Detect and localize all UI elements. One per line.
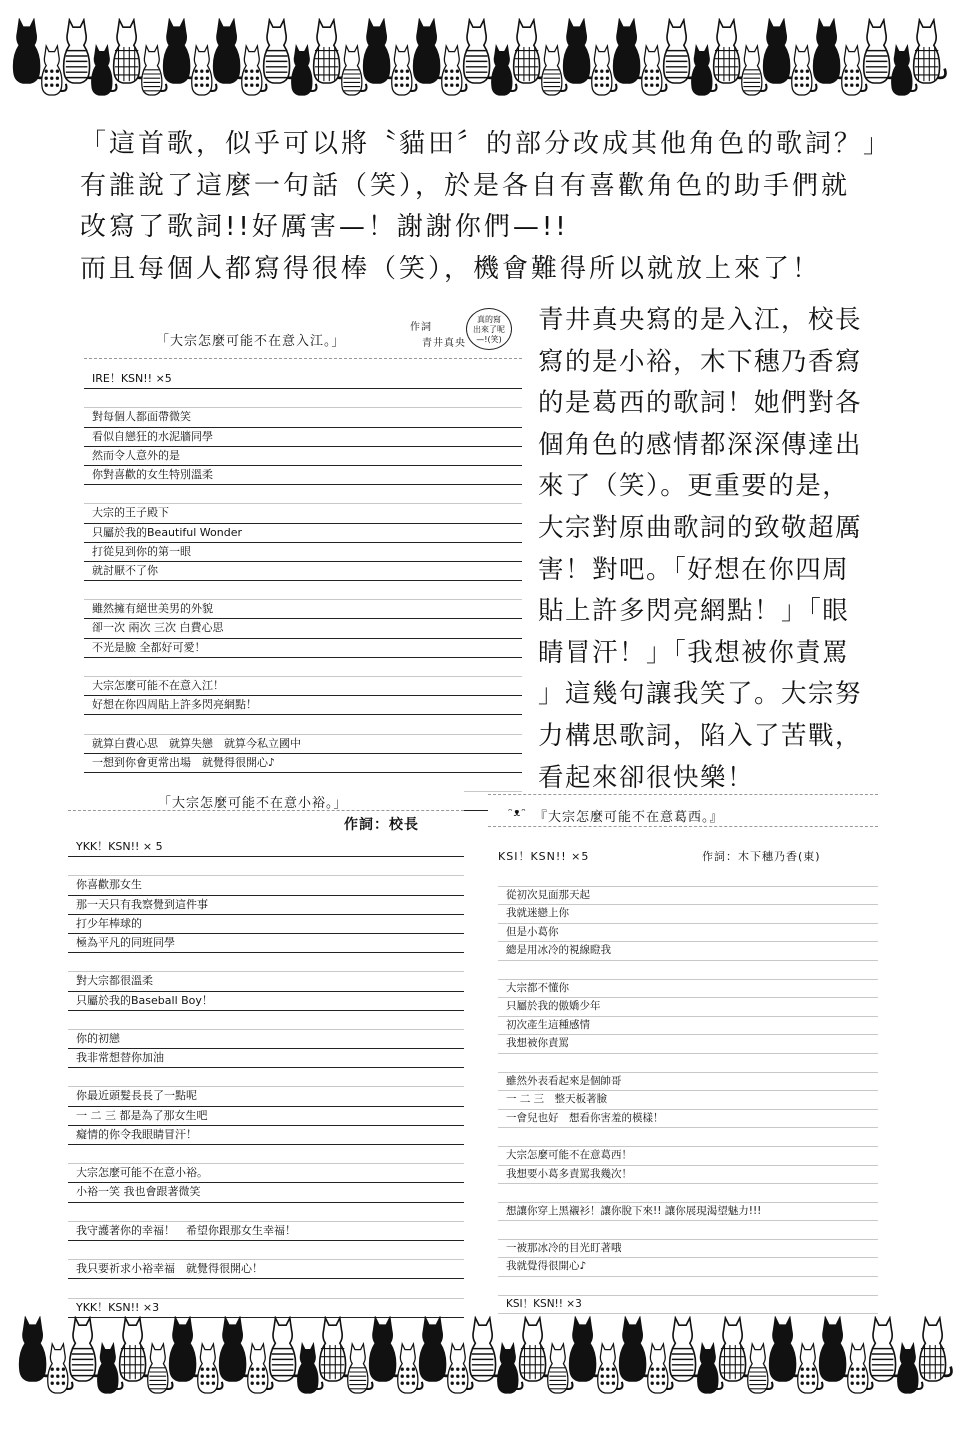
cat-icon: [264, 20, 296, 83]
cat-icon: [442, 46, 467, 95]
cat-icon: [842, 46, 867, 95]
cat-icon: [292, 46, 317, 95]
lyric-line: [498, 1054, 878, 1073]
cat-icon: [448, 1344, 473, 1393]
cat-icon: [742, 46, 767, 95]
lyric-line: 雖然擁有絕世美男的外貌: [84, 600, 522, 619]
cat-icon: [42, 46, 67, 95]
lyric-line: [68, 1279, 464, 1298]
cat-icon: [664, 20, 696, 83]
lyrics-card-yutaka: [68, 784, 464, 1314]
cat-icon: [248, 1344, 273, 1393]
lyric-line: 癡情的你令我眼睛冒汗！: [68, 1126, 464, 1145]
side-line: 的是葛西的歌詞！她們對各: [538, 388, 863, 419]
lyric-line: 你最近頭髮長長了一點呢: [68, 1087, 464, 1106]
lyrics-card-irie: [84, 306, 522, 769]
lyric-line: 大宗都不懂你: [498, 980, 878, 999]
cat-icon: [570, 1318, 602, 1381]
lyric-line: 大宗怎麼可能不在意葛西！: [498, 1147, 878, 1166]
cat-icon: [70, 1318, 102, 1381]
cat-icon: [20, 1318, 52, 1381]
lyric-line: [498, 1184, 878, 1203]
cat-icon: [398, 1344, 423, 1393]
lyrics-title: 「大宗怎麼可能不在意入江。」: [156, 334, 346, 349]
lyric-line: [68, 953, 464, 972]
lyric-line: 打從見到你的第一眼: [84, 543, 522, 562]
cat-border-pattern: [0, 1316, 960, 1408]
lyric-line: 看似自戀狂的水泥牆同學: [84, 428, 522, 447]
lyric-line: 對大宗都很溫柔: [68, 972, 464, 991]
cat-icon: [142, 46, 167, 95]
lyric-line: 一被那冰冷的目光盯著哦: [498, 1240, 878, 1259]
lyrics-title: 『大宗怎麼可能不在意葛西。』: [534, 810, 724, 825]
lyric-line: [498, 1277, 878, 1296]
lyrics-credit-name: 青井真央: [422, 338, 466, 349]
cat-icon: [870, 1318, 902, 1381]
cat-icon: [48, 1344, 73, 1393]
cat-icon: [614, 20, 646, 83]
cat-icon: [464, 20, 496, 83]
lyric-line: 我守護著你的幸福！ 希望你跟那女生幸福！: [68, 1222, 464, 1241]
side-commentary: [538, 300, 888, 799]
lyric-line: [498, 1221, 878, 1240]
lyric-line: [498, 1128, 878, 1147]
side-line: 大宗對原曲歌詞的致敬超厲: [538, 512, 863, 543]
lyric-line: 我非常想替你加油: [68, 1049, 464, 1068]
side-line: 力構思歌詞，陷入了苦戰，: [538, 720, 863, 751]
cat-icon: [120, 1318, 152, 1381]
lyrics-header: KSI！KSN!! ×5: [498, 850, 590, 863]
lyric-line: 不光是臉 全都好可愛！: [84, 639, 522, 658]
cat-icon: [748, 1344, 773, 1393]
cat-icon: [320, 1318, 352, 1381]
lyrics-lines: [498, 868, 878, 1314]
cat-icon: [314, 20, 346, 83]
lyrics-card-kasai: [488, 794, 878, 1310]
lyric-line: [498, 961, 878, 980]
lyric-line: 從初次見面那天起: [498, 887, 878, 906]
lyrics-credit-label: 作詞: [410, 322, 432, 333]
lyric-line: 就算白費心思 就算失戀 就算今私立國中: [84, 735, 522, 754]
cat-icon: [414, 20, 446, 83]
cat-icon: [642, 46, 667, 95]
cat-icon: [98, 1344, 123, 1393]
lyric-line: [498, 868, 878, 887]
speech-bubble: [466, 308, 512, 350]
face-icon: ᵔᴥᵔ: [508, 806, 527, 819]
cat-border-pattern: [0, 18, 960, 110]
cat-icon: [548, 1344, 573, 1393]
lyric-line: 一想到你會更常出場 就覺得很開心♪: [84, 754, 522, 773]
lyric-line: [68, 857, 464, 876]
cat-icon: [170, 1318, 202, 1381]
lyric-line: 只屬於我的Baseball Boy！: [68, 992, 464, 1011]
cat-icon: [242, 46, 267, 95]
side-line: 個角色的感情都深深傳達出: [538, 429, 863, 460]
cat-icon: [64, 20, 96, 83]
cat-icon: [498, 1344, 523, 1393]
side-line: 貼上許多閃亮網點！」「眼: [538, 596, 850, 627]
lyric-line: [68, 1011, 464, 1030]
lyric-line: 一 二 三 整天板著臉: [498, 1091, 878, 1110]
lyric-line: 就討厭不了你: [84, 562, 522, 581]
lyric-line: 總是用冰冷的視線瞪我: [498, 942, 878, 961]
cat-icon: [620, 1318, 652, 1381]
cat-icon: [598, 1344, 623, 1393]
lyrics-title: 「大宗怎麼可能不在意小裕。」: [158, 796, 348, 811]
cat-icon: [764, 20, 796, 83]
cat-border-top: [0, 18, 960, 98]
cat-icon: [564, 20, 596, 83]
cat-icon: [514, 20, 546, 83]
cat-icon: [770, 1318, 802, 1381]
lyrics-lines: [68, 838, 464, 1318]
lyric-line: 一 二 三 都是為了那女生吧: [68, 1107, 464, 1126]
cat-icon: [192, 46, 217, 95]
intro-line: 而且每個人都寫得很棒（笑），機會難得所以就放上來了！: [80, 253, 822, 284]
lyric-line: 大宗的王子殿下: [84, 504, 522, 523]
lyric-line: 只屬於我的Beautiful Wonder: [84, 524, 522, 543]
lyric-line: 極為平凡的同班同學: [68, 934, 464, 953]
lyric-line: [84, 581, 522, 600]
cat-icon: [520, 1318, 552, 1381]
cat-icon: [592, 46, 617, 95]
lyric-line: 那一天只有我察覺到這件事: [68, 896, 464, 915]
lyric-line: 但是小葛你: [498, 924, 878, 943]
lyric-line: 你對喜歡的女生特別溫柔: [84, 466, 522, 485]
title-rule: [68, 810, 464, 811]
lyric-line: 然而令人意外的是: [84, 447, 522, 466]
cat-icon: [364, 20, 396, 83]
title-rule: [84, 358, 522, 359]
title-rule: [488, 826, 878, 827]
intro-line: 有誰說了這麼一句話（笑），於是各自有喜歡角色的助手們就: [80, 170, 851, 201]
cat-icon: [798, 1344, 823, 1393]
cat-icon: [898, 1344, 923, 1393]
cat-icon: [492, 46, 517, 95]
lyric-line: 我想要小葛多責罵我幾次！: [498, 1166, 878, 1185]
cat-icon: [892, 46, 917, 95]
lyric-line: 我只要祈求小裕幸福 就覺得很開心！: [68, 1260, 464, 1279]
lyric-line: [84, 389, 522, 408]
lyrics-lines: [84, 370, 522, 811]
cat-icon: [648, 1344, 673, 1393]
lyric-line: 初次產生這種感情: [498, 1017, 878, 1036]
cat-icon: [198, 1344, 223, 1393]
cat-icon: [920, 1318, 952, 1381]
side-line: 害！對吧。「好想在你四周: [538, 554, 850, 585]
lyric-line: 一會兒也好 想看你害羞的模樣！: [498, 1110, 878, 1129]
cat-icon: [214, 20, 246, 83]
lyric-line: [68, 1203, 464, 1222]
cat-icon: [298, 1344, 323, 1393]
cat-icon: [714, 20, 746, 83]
cat-icon: [148, 1344, 173, 1393]
side-line: 來了（笑）。更重要的是，: [538, 471, 850, 502]
cat-icon: [848, 1344, 873, 1393]
side-line: 睛冒汗！」「我想被你責罵: [538, 637, 850, 668]
lyric-line: [84, 715, 522, 734]
lyric-line: 卻一次 兩次 三次 白費心思: [84, 619, 522, 638]
lyric-line: [68, 1068, 464, 1087]
bubble-line: —!(笑): [476, 335, 502, 344]
cat-icon: [914, 20, 946, 83]
cat-icon: [720, 1318, 752, 1381]
side-line: 看起來卻很快樂！: [538, 762, 755, 793]
lyric-line: 想讓你穿上黑襯衫！讓你脫下來!! 讓你展現渴望魅力!!!: [498, 1203, 878, 1222]
cat-icon: [864, 20, 896, 83]
cat-icon: [270, 1318, 302, 1381]
cat-icon: [114, 20, 146, 83]
lyric-line: IRE！KSN!! ×5: [84, 370, 522, 389]
lyric-line: 我就迷戀上你: [498, 905, 878, 924]
lyrics-credit: 作詞：木下穗乃香(東): [702, 850, 821, 863]
lyric-line: [68, 1241, 464, 1260]
lyric-line: 我就覺得很開心♪: [498, 1258, 878, 1277]
cat-icon: [670, 1318, 702, 1381]
lyric-line: [68, 1145, 464, 1164]
cat-icon: [164, 20, 196, 83]
lyric-line: 好想在你四周貼上許多閃亮網點！: [84, 696, 522, 715]
side-line: 」這幾句讓我笑了。大宗努: [538, 679, 863, 710]
lyric-line: 只屬於我的傲嬌少年: [498, 998, 878, 1017]
cat-icon: [814, 20, 846, 83]
cat-icon: [698, 1344, 723, 1393]
lyric-line: [84, 658, 522, 677]
side-line: 青井真央寫的是入江，校長: [538, 305, 863, 335]
lyric-line: 雖然外表看起來是個帥哥: [498, 1073, 878, 1092]
cat-icon: [92, 46, 117, 95]
cat-icon: [370, 1318, 402, 1381]
lyric-line: 我想被你責罵: [498, 1035, 878, 1054]
cat-icon: [470, 1318, 502, 1381]
bubble-line: 真的寫: [477, 315, 501, 324]
lyric-line: 小裕一笑 我也會跟著微笑: [68, 1183, 464, 1202]
cat-border-bottom: [0, 1316, 960, 1396]
lyric-line: [84, 485, 522, 504]
cat-icon: [392, 46, 417, 95]
lyric-line: YKK！KSN!! ×3: [68, 1299, 464, 1318]
title-rule-top: [488, 794, 878, 795]
intro-line: 「這首歌，似乎可以將〝貓田〞的部分改成其他角色的歌詞？」: [80, 129, 893, 159]
lyric-line: 大宗怎麼可能不在意入江！: [84, 677, 522, 696]
lyric-line: 你喜歡那女生: [68, 876, 464, 895]
cat-icon: [14, 20, 46, 83]
cat-icon: [220, 1318, 252, 1381]
intro-line: 改寫了歌詞!!好厲害—！謝謝你們—!!: [80, 212, 569, 242]
cat-icon: [820, 1318, 852, 1381]
intro-paragraph: [80, 124, 900, 290]
cat-icon: [542, 46, 567, 95]
cat-icon: [348, 1344, 373, 1393]
lyric-line: 打少年棒球的: [68, 915, 464, 934]
lyric-line: YKK！KSN!! × 5: [68, 838, 464, 857]
side-line: 寫的是小裕，木下穗乃香寫: [538, 346, 863, 377]
cat-icon: [342, 46, 367, 95]
cat-icon: [420, 1318, 452, 1381]
lyric-line: 大宗怎麼可能不在意小裕。: [68, 1164, 464, 1183]
lyric-line: 對每個人都面帶微笑: [84, 408, 522, 427]
lyric-line: 你的初戀: [68, 1030, 464, 1049]
cat-icon: [692, 46, 717, 95]
cat-icon: [792, 46, 817, 95]
lyrics-credit: 作詞：校長: [344, 817, 419, 833]
lyric-line: KSI！KSN!! ×3: [498, 1296, 878, 1315]
bubble-line: 出來了呢: [473, 325, 505, 334]
